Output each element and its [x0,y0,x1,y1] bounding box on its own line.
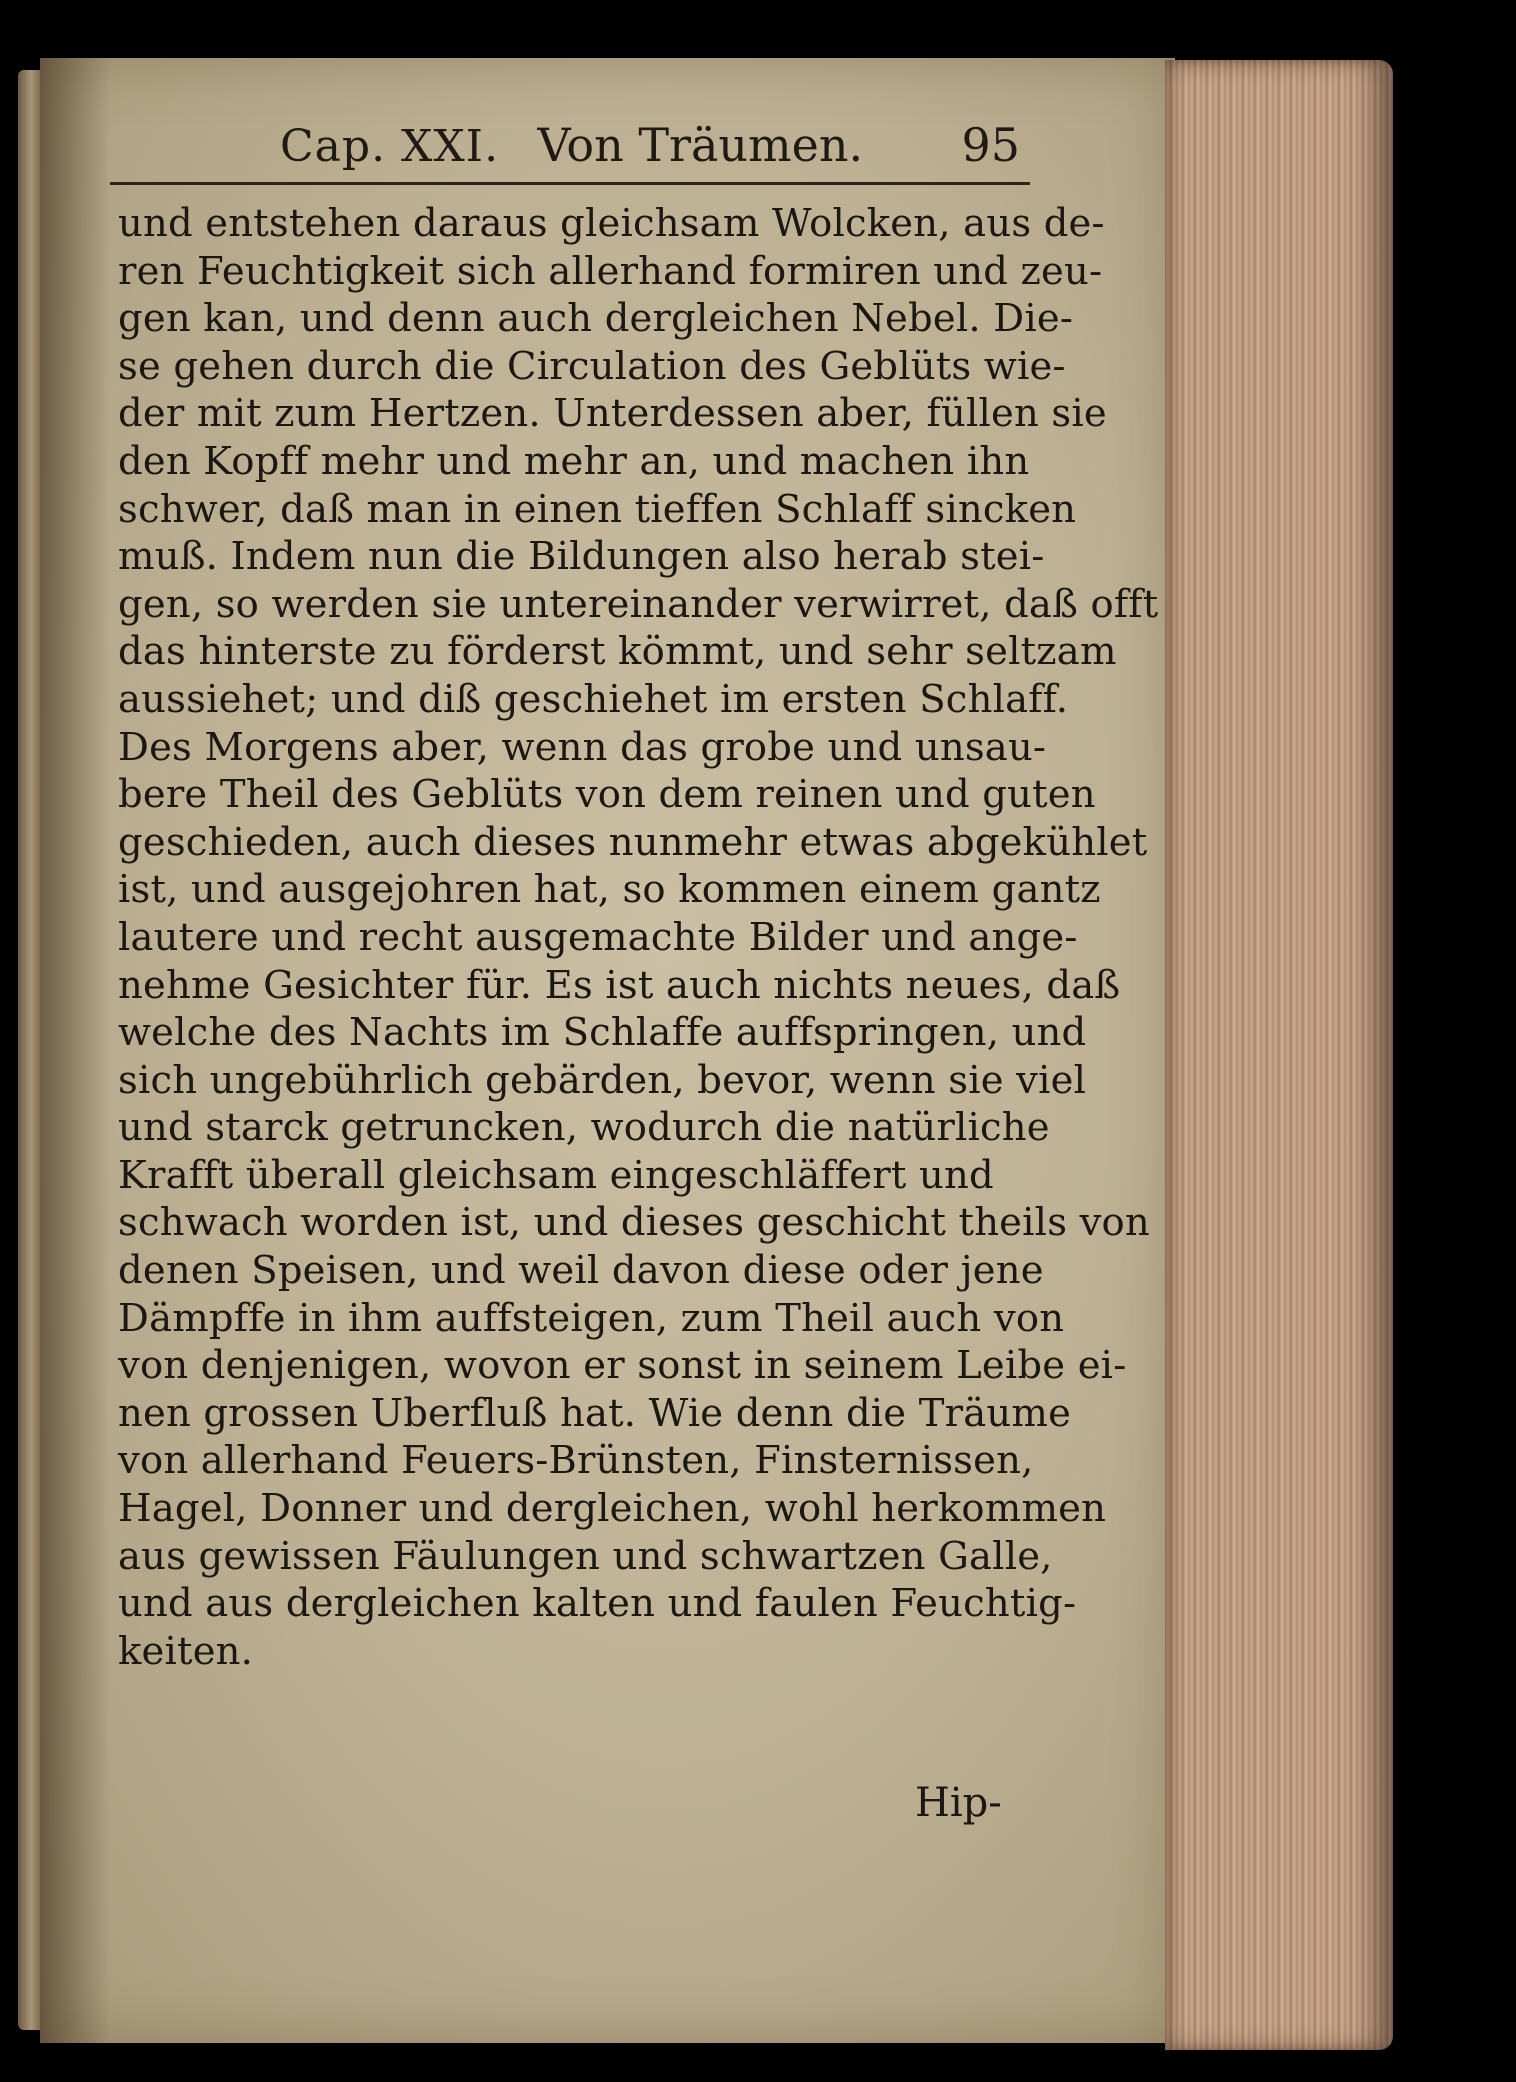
text-line: Hagel, Donner und dergleichen, wohl herkommen [118,1486,1107,1532]
text-line: ist, und ausgejohren hat, so kommen einem gantz [118,867,1101,913]
text-line: lautere und recht ausgemachte Bilder und ange- [118,914,1078,960]
text-line: gen, so werden sie untereinander verwirret, daß offt [118,581,1159,627]
text-line: nehme Gesichter für. Es ist auch nichts neues, daß [118,962,1121,1008]
text-line: muß. Indem nun die Bildungen also herab stei- [118,534,1045,580]
page-number: 95 [961,118,1020,172]
catchword: Hip- [915,1780,1002,1826]
text-line: und entstehen daraus gleichsam Wolcken, aus de- [118,201,1105,246]
text-line: und starck getruncken, wodurch die natürliche [118,1105,1050,1151]
text-line: aus gewissen Fäulungen und schwartzen Galle, [118,1533,1053,1579]
text-line: keiten. [118,1628,254,1674]
text-line: das hinterste zu förderst kömmt, und sehr seltzam [118,629,1117,675]
header-rule [110,182,1030,185]
text-line: Des Morgens aber, wenn das grobe und unsau- [118,724,1047,770]
text-line: von allerhand Feuers-Brünsten, Finsternissen, [118,1438,1034,1484]
text-line: se gehen durch die Circulation des Geblüts wie- [118,343,1066,389]
text-line: und aus dergleichen kalten und faulen Feuchtig- [118,1581,1077,1627]
text-line: Krafft überall gleichsam eingeschläffert und [118,1152,994,1198]
text-line: den Kopff mehr und mehr an, und machen ihn [118,438,1030,484]
text-line: Dämpffe in ihm auffsteigen, zum Theil auch von [118,1295,1065,1341]
text-line: schwach worden ist, und dieses geschicht theils von [118,1200,1150,1246]
chapter-label: Cap. XXI. [280,121,500,172]
text-line: bere Theil des Geblüts von dem reinen und guten [118,772,1096,818]
text-line: aussiehet; und diß geschiehet im ersten Schlaff. [118,676,1069,722]
text-line: sich ungebührlich gebärden, bevor, wenn sie viel [118,1057,1087,1103]
text-line: geschieden, auch dieses nunmehr etwas abgekühlet [118,819,1148,865]
text-line: von denjenigen, wovon er sonst in seinem Leibe ei- [118,1343,1127,1389]
text-line: ren Feuchtigkeit sich allerhand formiren und zeu- [118,248,1103,294]
running-header [280,118,1020,178]
page-block-edges [1165,60,1393,2050]
running-title: Von Träumen. [537,118,864,172]
page-gutter-shadow [40,58,110,2043]
text-line: gen kan, und denn auch dergleichen Nebel. Die- [118,296,1074,342]
text-line: schwer, daß man in einen tieffen Schlaff sincken [118,486,1077,532]
text-line: nen grossen Uberfluß hat. Wie denn die Träume [118,1390,1072,1436]
text-line: der mit zum Hertzen. Unterdessen aber, füllen sie [118,391,1107,437]
text-line: welche des Nachts im Schlaffe auffspringen, und [118,1010,1087,1056]
text-line: denen Speisen, und weil davon diese oder jene [118,1248,1044,1294]
body-text [118,200,1159,1675]
previous-page-edge [18,70,40,2030]
